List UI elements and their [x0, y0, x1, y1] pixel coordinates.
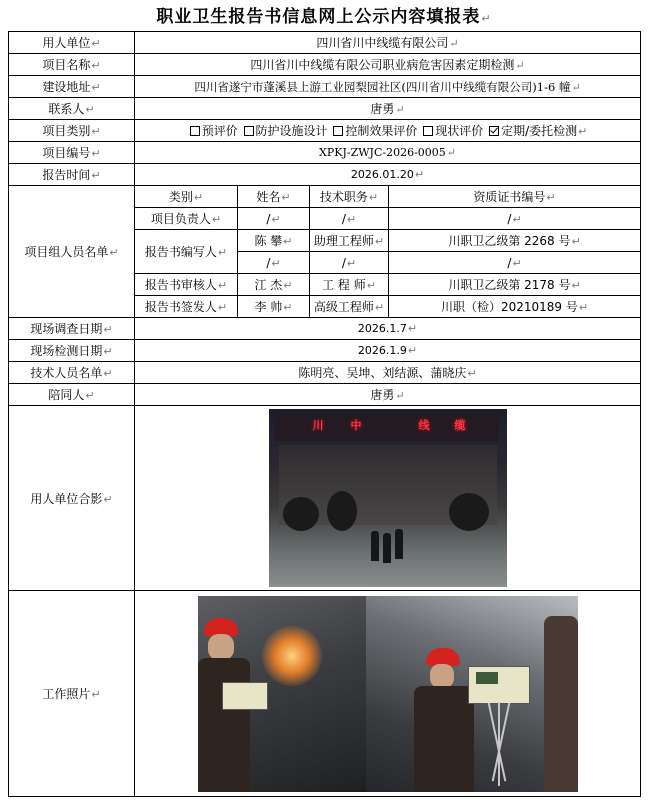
worker-face	[208, 634, 234, 660]
team-title: 高级工程师↵	[310, 296, 389, 318]
team-role: 报告书签发人↵	[135, 296, 238, 318]
checkbox-icon	[423, 126, 433, 136]
safety-helmet	[426, 648, 460, 666]
contact-label: 联系人↵	[9, 98, 135, 120]
row-category	[9, 120, 641, 142]
team-role: 项目负责人↵	[135, 208, 238, 230]
team-header-role: 类别↵	[135, 186, 238, 208]
survey-date-value: 2026.1.7↵	[135, 318, 641, 340]
row-companion	[9, 384, 641, 406]
team-cert: /↵	[389, 208, 641, 230]
category-option-pre-evaluation[interactable]: 预评价	[188, 124, 238, 138]
furnace-glow	[262, 626, 322, 686]
worker-face	[430, 664, 454, 688]
address-label: 建设地址↵	[9, 76, 135, 98]
companion-label: 陪同人↵	[9, 384, 135, 406]
category-option-status-evaluation[interactable]: 现状评价	[421, 124, 483, 138]
contact-value: 唐勇↵	[135, 98, 641, 120]
sign-char: 中	[350, 419, 362, 432]
team-header-title: 技术职务↵	[310, 186, 389, 208]
row-work-photo	[9, 591, 641, 797]
checkbox-icon	[244, 126, 254, 136]
checkbox-icon	[333, 126, 343, 136]
team-title: /↵	[310, 252, 389, 274]
team-role: 报告书编写人↵	[135, 230, 238, 274]
row-contact	[9, 98, 641, 120]
work-photo	[198, 596, 578, 792]
team-cert: 川职卫乙级第 2178 号↵	[389, 274, 641, 296]
work-photo-label: 工作照片↵	[9, 591, 135, 797]
row-group-photo	[9, 406, 641, 591]
category-option-protection-design[interactable]: 防护设施设计	[242, 124, 328, 138]
form-title: 职业卫生报告书信息网上公示内容填报表↵	[156, 7, 492, 27]
team-title: 助理工程师↵	[310, 230, 389, 252]
group-photo-label: 用人单位合影↵	[9, 406, 135, 591]
sound-level-meter	[222, 682, 268, 710]
team-label: 项目组人员名单↵	[9, 186, 135, 318]
checkbox-checked-icon	[489, 126, 499, 136]
category-label: 项目类别↵	[9, 120, 135, 142]
tech-staff-label: 技术人员名单↵	[9, 362, 135, 384]
category-option-control-effect[interactable]: 控制效果评价	[331, 124, 417, 138]
row-project-no	[9, 142, 641, 164]
tree	[283, 497, 319, 531]
sign-char: 缆	[454, 419, 466, 432]
team-name: /↵	[238, 208, 310, 230]
team-header-row	[9, 186, 641, 208]
unit-label: 用人单位↵	[9, 32, 135, 54]
project-name-value: 四川省川中线缆有限公司职业病危害因素定期检测↵	[135, 54, 641, 76]
row-report-time	[9, 164, 641, 186]
worker-body	[198, 658, 250, 792]
safety-helmet	[204, 618, 238, 636]
group-photo	[269, 409, 507, 587]
report-time-label: 报告时间↵	[9, 164, 135, 186]
team-title: 工 程 师↵	[310, 274, 389, 296]
team-cert: 川职卫乙级第 2268 号↵	[389, 230, 641, 252]
test-date-value: 2026.1.9↵	[135, 340, 641, 362]
tree	[327, 491, 357, 531]
row-tech-staff	[9, 362, 641, 384]
worker-body	[414, 686, 474, 792]
row-unit	[9, 32, 641, 54]
survey-date-label: 现场调查日期↵	[9, 318, 135, 340]
row-project-name	[9, 54, 641, 76]
tree	[449, 493, 489, 531]
team-title: /↵	[310, 208, 389, 230]
work-photo-cell	[135, 591, 641, 797]
team-role: 报告书审核人↵	[135, 274, 238, 296]
team-name: 陈 攀↵	[238, 230, 310, 252]
project-name-label: 项目名称↵	[9, 54, 135, 76]
category-option-periodic-testing[interactable]: 定期/委托检测	[487, 124, 577, 138]
address-value: 四川省遂宁市蓬溪县上游工业园梨园社区(四川省川中线缆有限公司)1-6 幢↵	[135, 76, 641, 98]
row-test-date	[9, 340, 641, 362]
disclosure-form-table	[8, 31, 641, 797]
team-name: /↵	[238, 252, 310, 274]
person	[395, 529, 403, 559]
project-no-label: 项目编号↵	[9, 142, 135, 164]
companion-value: 唐勇↵	[135, 384, 641, 406]
category-options: 预评价 防护设施设计 控制效果评价 现状评价 定期/委托检测↵	[135, 120, 641, 142]
checkbox-icon	[190, 126, 200, 136]
person	[371, 531, 379, 561]
row-survey-date	[9, 318, 641, 340]
report-time-value: 2026.01.20↵	[135, 164, 641, 186]
person	[383, 533, 391, 563]
worker-body	[544, 616, 578, 792]
tech-staff-value: 陈明亮、吴坤、刘结源、蒲晓庆↵	[135, 362, 641, 384]
team-name: 李 帅↵	[238, 296, 310, 318]
team-name: 江 杰↵	[238, 274, 310, 296]
row-address	[9, 76, 641, 98]
sign-char: 线	[418, 419, 430, 432]
sampler-screen	[476, 672, 498, 684]
test-date-label: 现场检测日期↵	[9, 340, 135, 362]
sign-char: 川	[312, 419, 324, 432]
unit-value: 四川省川中线缆有限公司↵	[135, 32, 641, 54]
team-header-cert: 资质证书编号↵	[389, 186, 641, 208]
team-cert: 川职（检）20210189 号↵	[389, 296, 641, 318]
project-no-value: XPKJ-ZWJC-2026-0005↵	[135, 142, 641, 164]
team-cert: /↵	[389, 252, 641, 274]
team-header-name: 姓名↵	[238, 186, 310, 208]
group-photo-cell	[135, 406, 641, 591]
